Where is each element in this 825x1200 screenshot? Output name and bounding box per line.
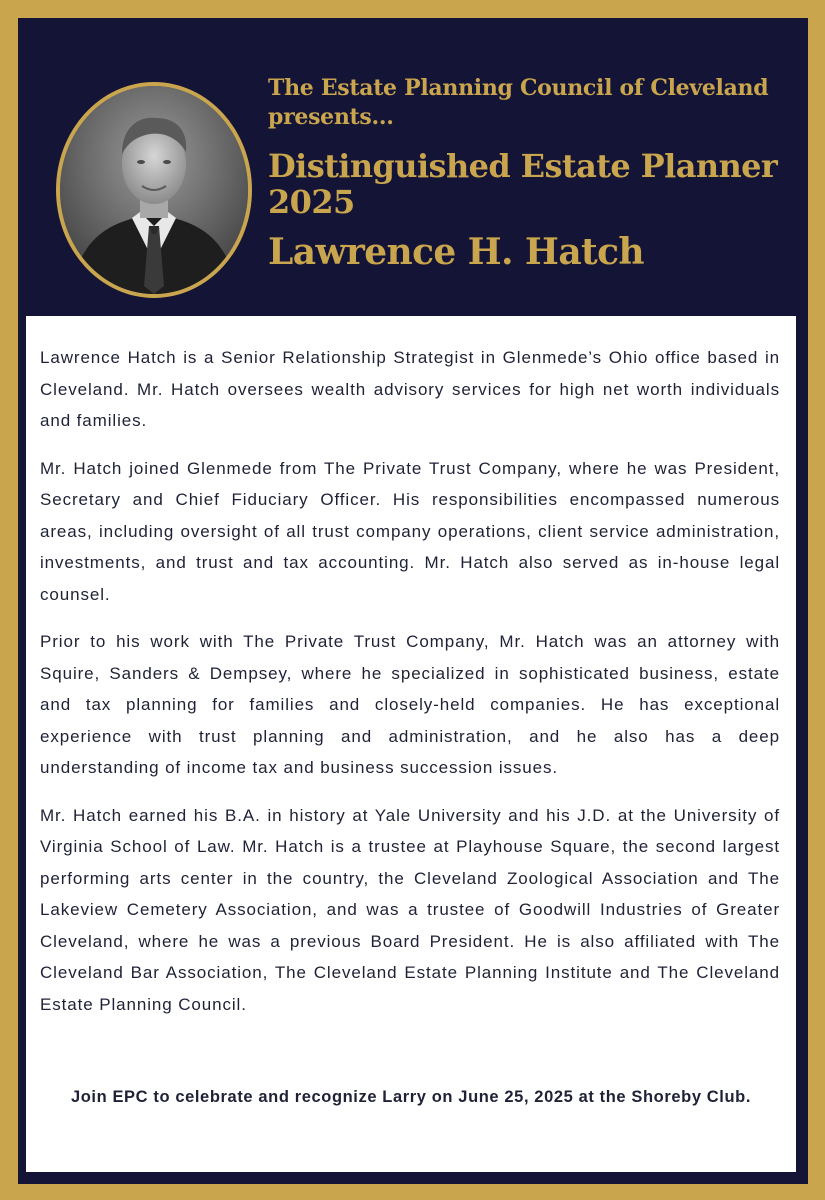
bio-paragraph: Mr. Hatch joined Glenmede from The Private Trust Company, where he was President, Secretary and Chief Fiduciary Officer. His responsibilities encompassed numerous areas, including oversight of all trust company operations, client service administration, investments, and trust and tax accounting. Mr. Hatch also served as in-house legal counsel.	[40, 458, 780, 604]
honoree-name: Lawrence H. Hatch	[268, 231, 644, 273]
bio-paragraph: Mr. Hatch earned his B.A. in history at Yale University and his J.D. at the University of Virginia School of Law. Mr. Hatch is a trustee at Playhouse Square, the second largest performing arts center in the country, the Cleveland Zoological Association and The Lakeview Cemetery Association, and was a trustee of Goodwill Industries of Greater Cleveland, where he was a previous Board President. He is also affiliated with The Cleveland Bar Association, The Cleveland Estate Planning Institute and The Cleveland Estate Planning Council.	[40, 805, 780, 1014]
bio-paragraph: Prior to his work with The Private Trust Company, Mr. Hatch was an attorney with Squire, Sanders & Dempsey, where he specialized in sophisticated business, estate and tax planning for families and closely-held companies. He has exceptional experience with trust planning and administration, and he also has a deep understanding of income tax and business succession issues.	[40, 632, 780, 777]
honoree-portrait	[56, 82, 252, 298]
bio-paragraph: Lawrence Hatch is a Senior Relationship Strategist in Glenmede’s Ohio office based in Cleveland. Mr. Hatch oversees wealth advisory services for high net worth individuals and families.	[40, 348, 780, 430]
award-year: 2025	[268, 183, 355, 221]
presenter-organization: The Estate Planning Council of Cleveland	[268, 75, 769, 101]
presenter-presents: presents...	[268, 104, 394, 130]
portrait-image	[60, 86, 248, 294]
presenter-line	[268, 74, 813, 132]
header-text	[268, 74, 813, 272]
award-title	[268, 148, 813, 220]
bio-panel	[26, 316, 796, 1172]
award-name: Distinguished Estate Planner	[268, 147, 778, 185]
event-announcement: Join EPC to celebrate and recognize Larry on June 25, 2025 at the Shoreby Club.	[70, 1088, 752, 1106]
biography	[40, 342, 780, 1036]
